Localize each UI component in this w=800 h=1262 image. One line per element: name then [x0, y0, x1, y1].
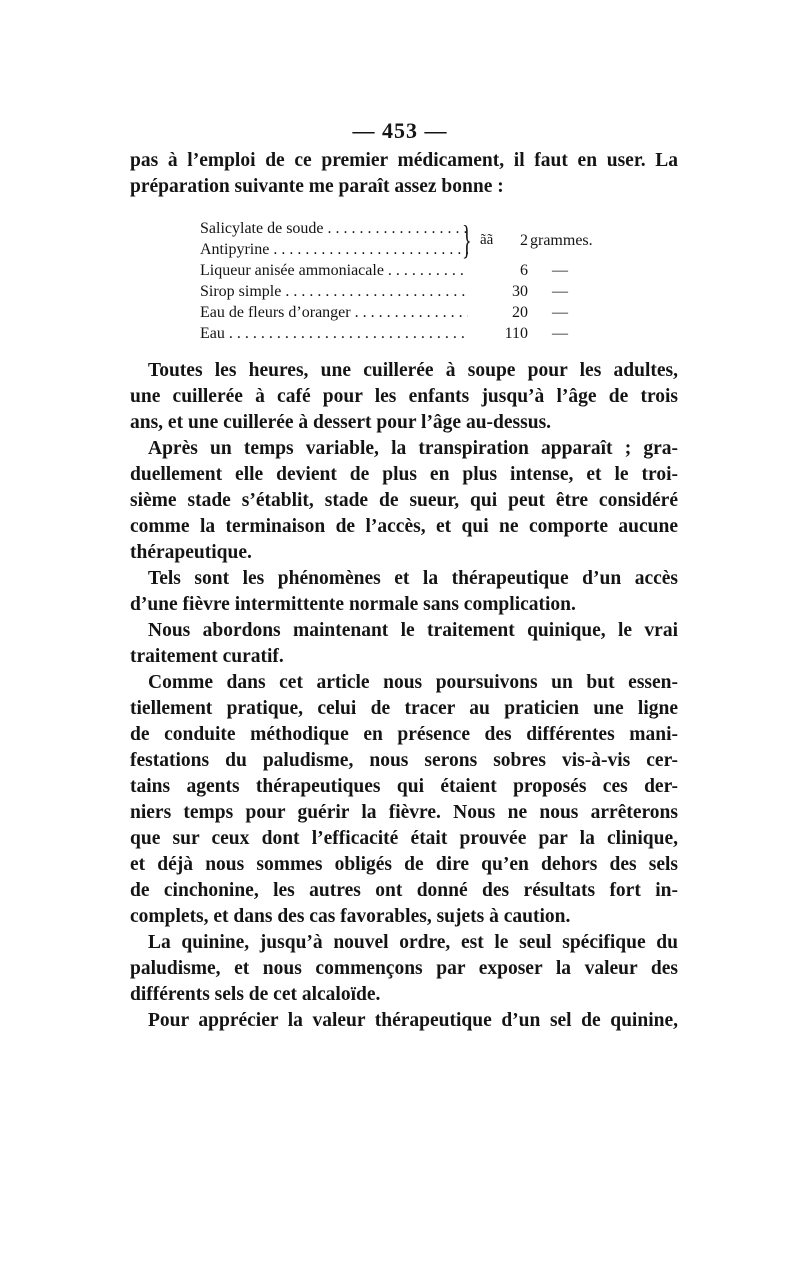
text-line: et déjà nous sommes obligés de dire qu’en dehors des sels — [130, 854, 678, 875]
intro-paragraph — [130, 148, 678, 200]
recipe-item-quantity: 20 — [512, 304, 528, 321]
text-line: traitement curatif. — [130, 646, 284, 667]
text-line: festations du paludisme, nous serons sobres vis-à-vis cer- — [130, 750, 678, 771]
recipe-row — [200, 281, 620, 302]
text-line: thérapeutique. — [130, 542, 252, 563]
body-paragraph — [130, 618, 678, 670]
recipe-item-name: Salicylate de soude . . . — [200, 218, 468, 239]
text-line: de cinchonine, les autres ont donné des résultats fort in- — [130, 880, 678, 901]
recipe-item-quantity: 6 — [520, 262, 528, 279]
recipe-item-unit: — — [552, 325, 568, 342]
text-line: tiellement pratique, celui de tracer au praticien une ligne — [130, 698, 678, 719]
text-line: Après un temps variable, la transpiration apparaît ; gra- — [148, 438, 678, 459]
text-line: différents sels de cet alcaloïde. — [130, 984, 381, 1005]
recipe-item-unit: — — [552, 262, 568, 279]
body-paragraph — [130, 358, 678, 436]
recipe-aa: ãã — [480, 232, 494, 248]
text-line: complets, et dans des cas favorables, sujets à caution. — [130, 906, 571, 927]
recipe-item-name: Eau de fleurs d’oranger . . . — [200, 302, 468, 323]
text-line: duellement elle devient de plus en plus intense, et le troi- — [130, 464, 678, 485]
text-line: tains agents thérapeutiques qui étaient proposés ces der- — [130, 776, 678, 797]
recipe-item-quantity: 30 — [512, 283, 528, 300]
recipe-item-quantity: 110 — [504, 325, 528, 342]
text-line: ans, et une cuillerée à dessert pour l’âge au-dessus. — [130, 412, 552, 433]
recipe-item-unit: — — [552, 304, 568, 321]
text-line: Toutes les heures, une cuillerée à soupe pour les adultes, — [148, 360, 678, 381]
recipe-row — [200, 323, 620, 344]
recipe-item-name: Eau . . . — [200, 323, 468, 344]
recipe-item-name: Liqueur anisée ammoniacale . . . — [200, 260, 468, 281]
recipe-row — [200, 302, 620, 323]
text-line: Nous abordons maintenant le traitement quinique, le vrai — [148, 620, 678, 641]
recipe-item-unit: — — [552, 283, 568, 300]
text-line: niers temps pour guérir la fièvre. Nous ne nous arrêterons — [130, 802, 678, 823]
text-line: préparation suivante me paraît assez bonne : — [130, 176, 504, 197]
text-line: pas à l’emploi de ce premier médicament, il faut en user. La — [130, 150, 678, 171]
text-line: Pour apprécier la valeur thérapeutique d’un sel de quinine, — [148, 1010, 678, 1031]
text-line: paludisme, et nous commençons par exposer la valeur des — [130, 958, 678, 979]
text-line: une cuillerée à café pour les enfants jusqu’à l’âge de trois — [130, 386, 678, 407]
recipe-group-unit: grammes. — [530, 232, 593, 249]
text-line: Tels sont les phénomènes et la thérapeutique d’un accès — [148, 568, 678, 589]
body-paragraph — [130, 436, 678, 566]
text-line: La quinine, jusqu’à nouvel ordre, est le seul spécifique du — [148, 932, 678, 953]
recipe-group-quantity: 2 — [520, 232, 528, 249]
text-line: d’une fièvre intermittente normale sans complication. — [130, 594, 576, 615]
recipe-item-name: Antipyrine . . . — [200, 239, 468, 260]
page-number: — 453 — — [352, 118, 448, 143]
text-line: de conduite méthodique en présence des différentes mani- — [130, 724, 678, 745]
text-line: comme la terminaison de l’accès, et qui ne comporte aucune — [130, 516, 678, 537]
recipe-formula — [200, 218, 620, 344]
recipe-row — [200, 260, 620, 281]
body-paragraph — [130, 930, 678, 1008]
text-line: Comme dans cet article nous poursuivons un but essen- — [148, 672, 678, 693]
brace-icon: } — [462, 217, 472, 262]
body-paragraph — [130, 566, 678, 618]
text-line: sième stade s’établit, stade de sueur, qui peut être considéré — [130, 490, 678, 511]
body-paragraph — [130, 670, 678, 930]
body-paragraph — [130, 1008, 678, 1034]
text-line: que sur ceux dont l’efficacité était prouvée par la clinique, — [130, 828, 678, 849]
recipe-item-name: Sirop simple . . . — [200, 281, 468, 302]
